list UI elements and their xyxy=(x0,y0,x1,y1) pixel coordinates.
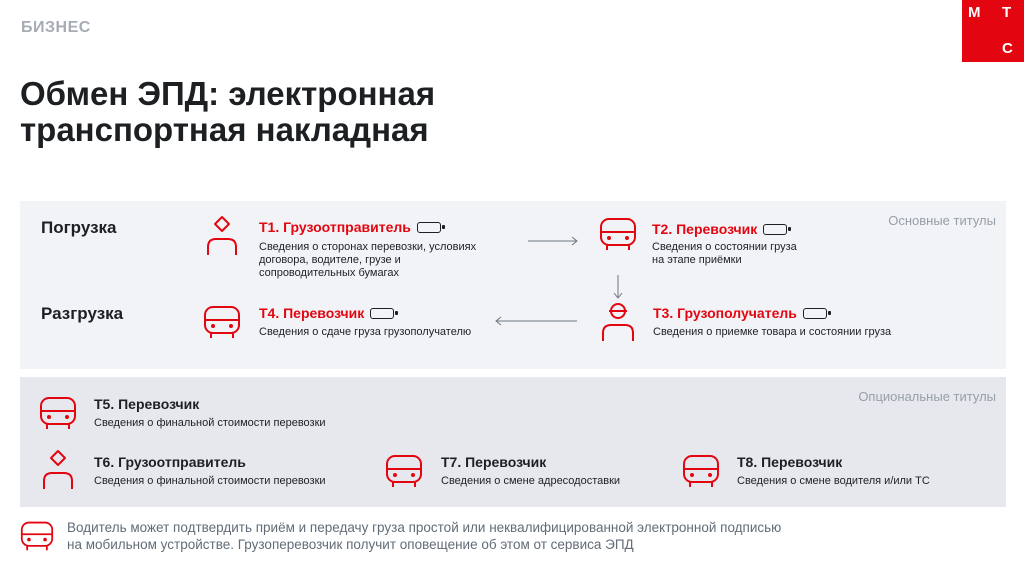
row-label-unloading: Разгрузка xyxy=(41,304,124,323)
title-t6-desc: Сведения о финальной стоимости перевозки xyxy=(94,475,326,487)
title-t7-desc: Сведения о смене адресодоставки xyxy=(441,475,621,487)
arrow-left-icon xyxy=(494,316,578,326)
footer-note-line2: на мобильном устройстве. Грузоперевозчик получит оповещение об этом от сервиса ЭПД xyxy=(67,537,634,552)
title-t1-desc: Сведения о сторонах перевозки, условиях договора, водителе, грузе и сопроводительных бумагах xyxy=(259,241,477,279)
title-t6-name: Т6. Грузоотправитель xyxy=(94,454,246,470)
title-t4-desc: Сведения о сдаче груза грузополучателю xyxy=(259,326,472,338)
truck-icon xyxy=(19,519,55,553)
logo-letter-t: Т xyxy=(1002,4,1012,21)
logo-letter-m: М xyxy=(968,4,981,21)
row-label-loading: Погрузка xyxy=(41,218,117,237)
footer-note xyxy=(67,519,967,553)
page-title-line1: Обмен ЭПД: электронная xyxy=(20,75,436,112)
title-t5-desc: Сведения о финальной стоимости перевозки xyxy=(94,417,326,429)
arrow-right-icon xyxy=(527,236,579,246)
title-t8-desc: Сведения о смене водителя и/или ТС xyxy=(737,475,930,487)
optional-titles-panel xyxy=(20,377,1006,507)
battery-icon xyxy=(417,222,441,233)
truck-icon xyxy=(384,452,424,490)
person-diamond-icon xyxy=(40,449,76,491)
main-titles-label: Основные титулы xyxy=(888,213,996,228)
main-titles-panel xyxy=(20,201,1006,369)
optional-titles-label: Опциональные титулы xyxy=(858,389,996,404)
truck-icon xyxy=(681,452,721,490)
person-cap-icon xyxy=(598,301,638,343)
battery-icon xyxy=(763,224,787,235)
title-t2-name: Т2. Перевозчик xyxy=(652,221,758,237)
mts-logo xyxy=(962,0,1024,62)
brand-label: БИЗНЕС xyxy=(21,19,91,36)
truck-icon xyxy=(598,215,638,253)
logo-letter-s: С xyxy=(1002,40,1013,57)
title-t3-desc: Сведения о приемке товара и состоянии груза xyxy=(653,326,892,338)
footer-note-line1: Водитель может подтвердить приём и передачу груза простой или неквалифицированной электронной подписью xyxy=(67,520,782,535)
title-t4-name: Т4. Перевозчик xyxy=(259,305,365,321)
arrow-down-icon xyxy=(613,274,623,300)
truck-icon xyxy=(38,394,78,432)
title-t1-name: Т1. Грузоотправитель xyxy=(259,219,411,235)
title-t2-desc: Сведения о состоянии груза на этапе приёмки xyxy=(652,241,797,266)
title-t7-name: Т7. Перевозчик xyxy=(441,454,547,470)
battery-icon xyxy=(370,308,394,319)
page-title-line2: транспортная накладная xyxy=(20,111,429,148)
person-diamond-icon xyxy=(204,215,240,257)
title-t5-name: Т5. Перевозчик xyxy=(94,396,200,412)
truck-icon xyxy=(202,303,242,341)
title-t8-name: Т8. Перевозчик xyxy=(737,454,843,470)
battery-icon xyxy=(803,308,827,319)
title-t3-name: Т3. Грузополучатель xyxy=(653,305,797,321)
page-title xyxy=(20,76,620,148)
